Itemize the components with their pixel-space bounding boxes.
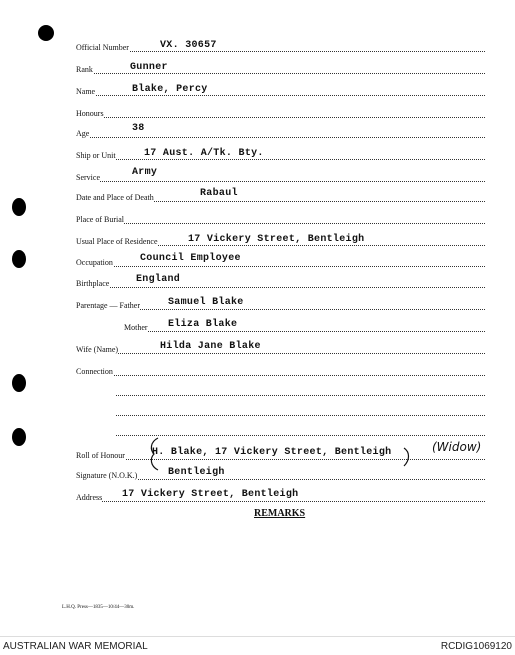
remarks-heading: REMARKS bbox=[254, 508, 306, 519]
birthplace-value: England bbox=[136, 274, 181, 285]
honours-label: Honours bbox=[76, 109, 104, 118]
signature-label: Signature (N.O.K.) bbox=[76, 471, 138, 480]
mother-value: Eliza Blake bbox=[168, 319, 238, 330]
footer-institution: AUSTRALIAN WAR MEMORIAL bbox=[3, 641, 148, 652]
name-row bbox=[76, 82, 485, 98]
residence-label: Usual Place of Residence bbox=[76, 237, 158, 246]
occupation-label: Occupation bbox=[76, 258, 113, 267]
birthplace-row bbox=[76, 274, 485, 290]
roll-of-honour-label: Roll of Honour bbox=[76, 451, 125, 460]
service-row bbox=[76, 168, 485, 184]
death-label: Date and Place of Death bbox=[76, 193, 154, 202]
birthplace-label: Birthplace bbox=[76, 279, 110, 288]
punch-hole bbox=[12, 428, 26, 446]
unit-label: Ship or Unit bbox=[76, 151, 116, 160]
rank-label: Rank bbox=[76, 65, 93, 74]
rank-row bbox=[76, 60, 485, 76]
punch-hole bbox=[38, 25, 54, 41]
address-label: Address bbox=[76, 493, 103, 502]
address-row bbox=[76, 488, 485, 504]
roll-of-honour-row bbox=[76, 446, 485, 462]
unit-value: 17 Aust. A/Tk. Bty. bbox=[144, 148, 264, 159]
official-number-row bbox=[76, 38, 485, 54]
honours-row bbox=[76, 104, 485, 120]
residence-value: 17 Vickery Street, Bentleigh bbox=[188, 234, 365, 245]
wife-value: Hilda Jane Blake bbox=[160, 341, 261, 352]
address-value: 17 Vickery Street, Bentleigh bbox=[122, 489, 299, 500]
wife-row bbox=[76, 340, 485, 356]
burial-label: Place of Burial bbox=[76, 215, 124, 224]
connection-row bbox=[76, 362, 485, 378]
age-row bbox=[76, 124, 485, 140]
connection-label: Connection bbox=[76, 367, 113, 376]
name-value: Blake, Percy bbox=[132, 84, 208, 95]
age-value: 38 bbox=[132, 123, 145, 134]
father-label: Parentage — Father bbox=[76, 301, 140, 310]
official-number-value: VX. 30657 bbox=[160, 40, 217, 51]
residence-row bbox=[76, 232, 485, 248]
name-label: Name bbox=[76, 87, 96, 96]
footer-record-id: RCDIG1069120 bbox=[440, 641, 512, 652]
father-row bbox=[76, 296, 485, 312]
age-label: Age bbox=[76, 129, 90, 138]
punch-hole bbox=[12, 198, 26, 216]
handwritten-widow-note: (Widow) bbox=[432, 440, 482, 454]
mother-row bbox=[124, 318, 485, 334]
death-row bbox=[76, 188, 485, 204]
signature-value: Bentleigh bbox=[168, 467, 225, 478]
service-value: Army bbox=[132, 167, 158, 178]
father-value: Samuel Blake bbox=[168, 297, 244, 308]
mother-label: Mother bbox=[124, 323, 148, 332]
punch-hole bbox=[12, 374, 26, 392]
connection-line bbox=[116, 422, 485, 438]
official-number-label: Official Number bbox=[76, 43, 129, 52]
print-code: L.H.Q. Press—1835—10/44—30m. bbox=[62, 605, 135, 610]
signature-row bbox=[76, 466, 485, 482]
punch-hole bbox=[12, 250, 26, 268]
occupation-value: Council Employee bbox=[140, 253, 241, 264]
rank-value: Gunner bbox=[130, 62, 168, 73]
burial-row bbox=[76, 210, 485, 226]
wife-label: Wife (Name) bbox=[76, 345, 119, 354]
roll-of-honour-value: H. Blake, 17 Vickery Street, Bentleigh bbox=[152, 447, 392, 458]
occupation-row bbox=[76, 253, 485, 269]
connection-line bbox=[116, 382, 485, 398]
death-value: Rabaul bbox=[200, 188, 238, 199]
archive-footer bbox=[0, 636, 515, 655]
unit-row bbox=[76, 146, 485, 162]
service-label: Service bbox=[76, 173, 100, 182]
connection-line bbox=[116, 402, 485, 418]
